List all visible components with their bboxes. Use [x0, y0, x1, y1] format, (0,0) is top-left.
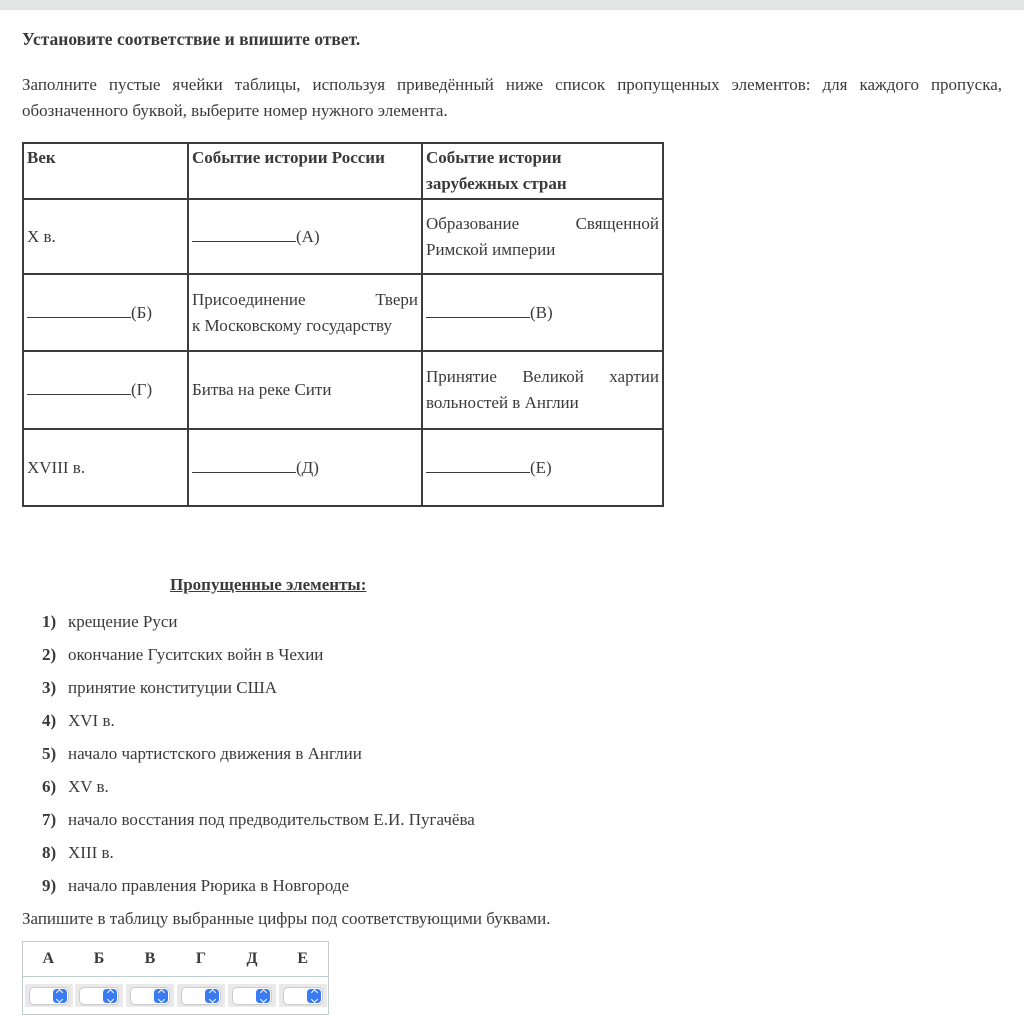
list-item-text: XV в.	[68, 777, 109, 796]
list-item	[42, 741, 1002, 767]
list-item	[42, 609, 1002, 635]
answer-select-b[interactable]	[75, 984, 123, 1007]
list-item-number: 7)	[42, 810, 57, 829]
list-item	[42, 807, 1002, 833]
cell-foreign-2	[422, 274, 663, 351]
stepper-icon	[53, 989, 67, 1003]
answer-select-a[interactable]	[25, 984, 73, 1007]
list-item-text: начало правления Рюрика в Новгороде	[68, 876, 350, 895]
answer-select-row	[23, 977, 329, 1015]
list-item-number: 9)	[42, 876, 57, 895]
events-header-row	[23, 143, 663, 199]
table-row	[23, 429, 663, 506]
chevron-down-icon	[310, 995, 317, 1002]
list-item-text: XIII в.	[68, 843, 114, 862]
answer-letter-g: Г	[176, 942, 227, 977]
list-item-text: XVI в.	[68, 711, 115, 730]
select-value-b	[80, 988, 118, 1004]
blank-line-a	[192, 229, 296, 242]
answer-letter-e: Е	[278, 942, 329, 977]
answer-select-g[interactable]	[177, 984, 225, 1007]
list-item	[42, 708, 1002, 734]
answer-select-v[interactable]	[126, 984, 174, 1007]
answer-letter-b: Б	[74, 942, 125, 977]
events-table	[22, 142, 664, 507]
col-header-russia-event: Событие истории России	[188, 143, 422, 199]
col-header-century: Век	[23, 143, 188, 199]
list-item	[42, 675, 1002, 701]
select-value-v	[131, 988, 169, 1004]
stepper-icon	[256, 989, 270, 1003]
cell-russia-1	[188, 199, 422, 274]
question-content	[0, 28, 1024, 1015]
missing-elements-list	[22, 609, 1002, 899]
select-value-g	[182, 988, 220, 1004]
blank-label-a: (А)	[296, 226, 320, 246]
select-value-e	[284, 988, 322, 1004]
select-value-a	[30, 988, 68, 1004]
blank-label-d: (Д)	[296, 457, 319, 477]
cell-century-2	[23, 274, 188, 351]
answer-letter-d: Д	[227, 942, 278, 977]
blank-line-g	[27, 382, 131, 395]
chevron-up-icon	[56, 988, 63, 995]
answer-select-e[interactable]	[279, 984, 327, 1007]
stepper-icon	[205, 989, 219, 1003]
chevron-down-icon	[106, 995, 113, 1002]
blank-label-v: (В)	[530, 302, 553, 322]
page-title: Установите соответствие и впишите ответ.	[22, 29, 361, 49]
answer-table	[22, 941, 329, 1015]
list-item	[42, 873, 1002, 899]
chevron-down-icon	[208, 995, 215, 1002]
blank-line-v	[426, 305, 530, 318]
list-item-number: 5)	[42, 744, 57, 763]
write-instruction: Запишите в таблицу выбранные цифры под соответствующими буквами.	[22, 909, 551, 928]
cell-century-3	[23, 351, 188, 429]
blank-label-g: (Г)	[131, 380, 153, 399]
stepper-icon	[307, 989, 321, 1003]
list-item	[42, 774, 1002, 800]
cell-russia-3: Битва на реке Сити	[188, 351, 422, 429]
missing-elements-heading: Пропущенные элементы:	[170, 575, 367, 594]
blank-label-e: (Е)	[530, 457, 552, 477]
answer-letter-v: В	[125, 942, 176, 977]
chevron-down-icon	[56, 995, 63, 1002]
blank-label-b: (Б)	[131, 302, 153, 322]
chevron-down-icon	[259, 995, 266, 1002]
select-value-d	[233, 988, 271, 1004]
answer-header-row	[23, 942, 329, 977]
blank-line-d	[192, 460, 296, 473]
answer-letter-a: А	[23, 942, 74, 977]
blank-line-b	[27, 305, 131, 318]
list-item-number: 6)	[42, 777, 57, 796]
blank-line-e	[426, 460, 530, 473]
list-item-number: 3)	[42, 678, 57, 697]
table-row	[23, 351, 663, 429]
chevron-down-icon	[157, 995, 164, 1002]
cell-russia-4	[188, 429, 422, 506]
table-row	[23, 199, 663, 274]
cell-century-1: X в.	[23, 199, 188, 274]
intro-paragraph: Заполните пустые ячейки таблицы, используя приведённый ниже список пропущенных элементов: для каждого пропуска, обозначенного буквой, выберите номер нужного элемента.	[22, 75, 1002, 120]
list-item	[42, 642, 1002, 668]
list-item-text: окончание Гуситских войн в Чехии	[68, 645, 324, 664]
list-item-text: начало восстания под предводительством Е.И. Пугачёва	[68, 810, 475, 829]
cell-russia-2: Присоединение Твери к Московскому государству	[188, 274, 422, 351]
top-bar	[0, 0, 1024, 10]
stepper-icon	[103, 989, 117, 1003]
stepper-icon	[154, 989, 168, 1003]
list-item-text: крещение Руси	[68, 612, 178, 631]
cell-foreign-4	[422, 429, 663, 506]
cell-century-4: XVIII в.	[23, 429, 188, 506]
list-item-number: 2)	[42, 645, 57, 664]
list-item-text: принятие конституции США	[68, 678, 278, 697]
list-item-number: 1)	[42, 612, 57, 631]
list-item-number: 4)	[42, 711, 57, 730]
answer-select-d[interactable]	[228, 984, 276, 1007]
table-row	[23, 274, 663, 351]
list-item-text: начало чартистского движения в Англии	[68, 744, 362, 763]
cell-foreign-3: Принятие Великой хартии вольностей в Англии	[422, 351, 663, 429]
cell-foreign-1: Образование Священной Римской империи	[422, 199, 663, 274]
list-item-number: 8)	[42, 843, 57, 862]
list-item	[42, 840, 1002, 866]
col-header-foreign-event: Событие истории зарубежных стран	[422, 143, 663, 199]
